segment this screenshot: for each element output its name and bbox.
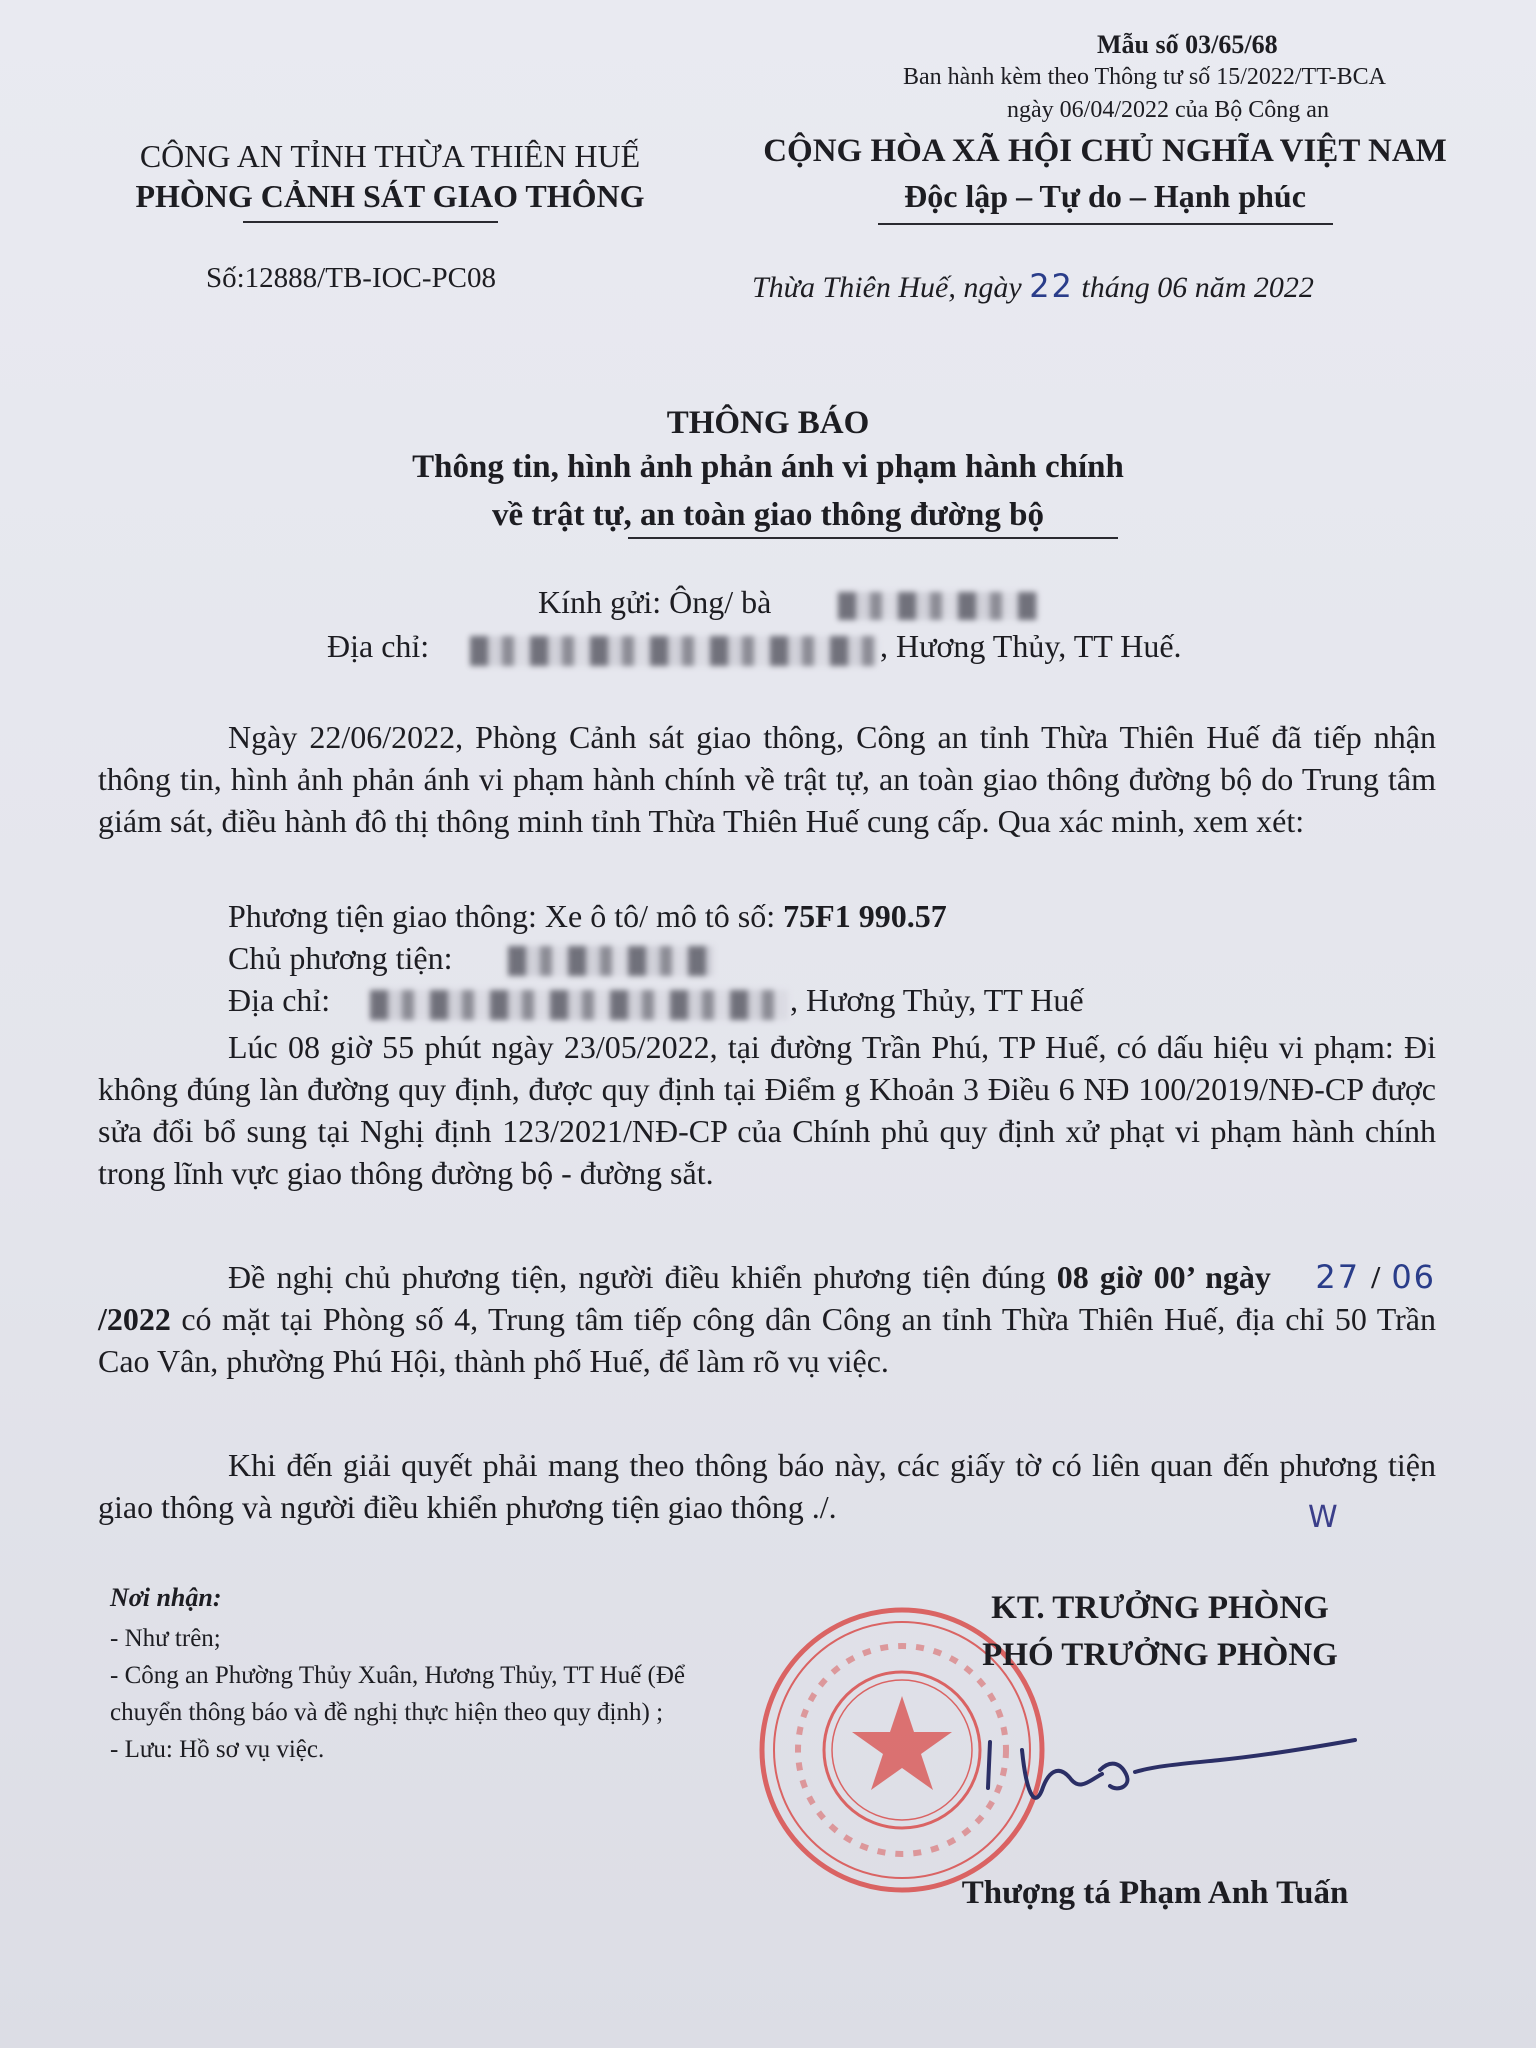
signature-title-2: PHÓ TRƯỞNG PHÒNG — [982, 1637, 1338, 1673]
issued-with-circular: Ban hành kèm theo Thông tư số 15/2022/TT-BCA — [903, 64, 1386, 90]
date-day-handwritten: 22 — [1029, 267, 1074, 305]
paragraph-received-info — [98, 716, 1436, 842]
paragraph-4-text: Khi đến giải quyết phải mang theo thông báo này, các giấy tờ có liên quan đến phương tiện giao thông và người điều khiển phương tiện giao thông ./. — [98, 1447, 1436, 1525]
nation-title: CỘNG HÒA XÃ HỘI CHỦ NGHĨA VIỆT NAM — [763, 133, 1447, 169]
notice-subtitle-2: về trật tự, an toàn giao thông đường bộ — [491, 497, 1044, 533]
summons-text-a: Đề nghị chủ phương tiện, người điều khiển phương tiện đúng — [228, 1259, 1057, 1295]
signature-title-1: KT. TRƯỞNG PHÒNG — [991, 1590, 1329, 1626]
date-suffix: tháng 06 năm 2022 — [1073, 271, 1314, 304]
notice-subtitle-1: Thông tin, hình ảnh phản ánh vi phạm hành chính — [412, 449, 1124, 485]
vehicle-label: Phương tiện giao thông: Xe ô tô/ mô tô số: — [228, 898, 784, 934]
summons-year: /2022 — [98, 1301, 171, 1337]
document-date — [752, 267, 1314, 305]
motto-underline — [878, 223, 1333, 225]
summons-day-handwritten: 27 — [1315, 1258, 1361, 1296]
summons-time: 08 giờ 00’ ngày — [1056, 1259, 1271, 1295]
notice-title: THÔNG BÁO — [666, 405, 870, 441]
paragraph-3-text: Đề nghị chủ phương tiện, người điều khiển phương tiện đúng 08 giờ 00’ ngày 27 / 06 /2022 có mặt tại Phòng số 4, Trung tâm tiếp công dân Công an tỉnh Thừa Thiên Huế, địa chỉ 50 Trần Cao Vân, phường Phú Hội, thành phố Huế, để làm rõ vụ việc. — [98, 1258, 1437, 1379]
paragraph-1-text: Ngày 22/06/2022, Phòng Cảnh sát giao thông, Công an tỉnh Thừa Thiên Huế đã tiếp nhận thông tin, hình ảnh phản ánh vi phạm hành chính về trật tự, an toàn giao thông đường bộ do Trung tâm giám sát, điều hành đô thị thông minh tỉnh Thừa Thiên Huế cung cấp. Qua xác minh, xem xét: — [98, 719, 1436, 839]
document-number: Số:12888/TB-IOC-PC08 — [206, 262, 497, 294]
subtitle-underline — [628, 537, 1118, 539]
agency-line-1: CÔNG AN TỈNH THỪA THIÊN HUẾ — [139, 138, 641, 174]
recipient-address-label: Địa chỉ: — [327, 628, 430, 664]
redacted-owner-name — [508, 946, 713, 976]
signer-name: Thượng tá Phạm Anh Tuấn — [961, 1875, 1349, 1911]
issued-date: ngày 06/04/2022 của Bộ Công an — [1007, 97, 1329, 123]
paragraph-violation — [98, 1026, 1436, 1194]
vehicle-plate: 75F1 990.57 — [783, 898, 947, 934]
paragraph-2-text: Lúc 08 giờ 55 phút ngày 23/05/2022, tại đường Trần Phú, TP Huế, có dấu hiệu vi phạm: Đi không đúng làn đường quy định, được quy định tại Điểm g Khoản 3 Điều 6 NĐ 100/2019/NĐ-CP được sửa đổi bổ sung tại Nghị định 123/2021/NĐ-CP của Chính phủ quy định xử phạt vi phạm hành chính trong lĩnh vực giao thông đường bộ - đường sắt. — [98, 1029, 1436, 1191]
recipient-address-tail: , Hương Thủy, TT Huế. — [880, 628, 1182, 664]
recipient-item: - Công an Phường Thủy Xuân, Hương Thủy, TT Huế (Để chuyển thông báo và đề nghị thực hiện theo quy định) ; — [110, 1662, 686, 1726]
redacted-recipient-address — [470, 636, 878, 666]
recipient-label: Kính gửi: Ông/ bà — [538, 584, 772, 620]
summons-month-handwritten: 06 — [1391, 1258, 1437, 1296]
owner-address-tail: , Hương Thủy, TT Huế — [790, 982, 1084, 1018]
handwritten-mark: W — [1308, 1500, 1338, 1535]
recipients-list — [110, 1620, 750, 1768]
recipient-item: - Như trên; — [110, 1625, 221, 1652]
form-number: Mẫu số 03/65/68 — [1097, 30, 1278, 59]
owner-address-label: Địa chỉ: — [228, 982, 331, 1018]
redacted-owner-address — [370, 990, 788, 1020]
nation-motto: Độc lập – Tự do – Hạnh phúc — [904, 178, 1306, 214]
agency-underline — [243, 221, 498, 223]
redacted-recipient-name — [838, 592, 1038, 620]
handwritten-signature — [930, 1730, 1360, 1820]
agency-line-2: PHÒNG CẢNH SÁT GIAO THÔNG — [135, 178, 645, 214]
recipient-item: - Lưu: Hồ sơ vụ việc. — [110, 1736, 325, 1763]
owner-label: Chủ phương tiện: — [228, 940, 453, 976]
show-through-text — [420, 583, 428, 617]
recipients-title: Nơi nhận: — [110, 1583, 222, 1612]
paragraph-documents — [98, 1444, 1436, 1528]
date-prefix: Thừa Thiên Huế, ngày — [752, 271, 1030, 304]
summons-text-b: có mặt tại Phòng số 4, Trung tâm tiếp công dân Công an tỉnh Thừa Thiên Huế, địa chỉ 50 Trần Cao Vân, phường Phú Hội, thành phố Huế, để làm rõ vụ việc. — [98, 1301, 1436, 1379]
paragraph-summons — [98, 1256, 1436, 1382]
vehicle-line — [228, 898, 947, 935]
